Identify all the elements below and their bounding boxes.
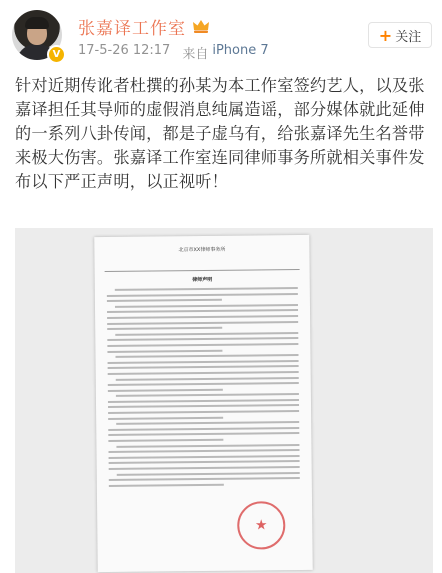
source-label: 来自 [182, 47, 209, 62]
document-heading: 律师声明 [192, 276, 213, 284]
document-divider [105, 269, 300, 272]
legal-document [94, 235, 312, 572]
follow-label: 关注 [395, 29, 422, 45]
plus-icon: + [378, 25, 393, 45]
name-row [78, 14, 210, 38]
red-seal-stamp: ★ [237, 501, 286, 550]
document-firm-name: 北京市XX律师事务所 [178, 246, 226, 254]
post-image[interactable] [15, 228, 433, 573]
follow-button[interactable] [368, 22, 432, 48]
user-name[interactable]: 张嘉译工作室 [78, 18, 186, 39]
post-date: 17-5-26 12:17 [78, 43, 171, 58]
post-text: 针对近期传讹者杜撰的孙某为本工作室签约艺人，以及张嘉译担任其导师的虚假消息纯属造谣，部分媒体就此延伸的一系列八卦传闻，都是子虚乌有，给张嘉译先生名誉带来极大伤害。张嘉译工作室连同律师事务所就相关事件发布以下严正声明，以正视听！ [15, 76, 425, 191]
verified-badge-icon: V [47, 45, 66, 64]
avatar-hair [25, 17, 49, 29]
source-device[interactable]: iPhone 7 [212, 43, 269, 58]
post-meta [78, 43, 269, 62]
post-header [0, 0, 442, 70]
crown-icon [192, 18, 210, 34]
document-body [107, 287, 300, 490]
